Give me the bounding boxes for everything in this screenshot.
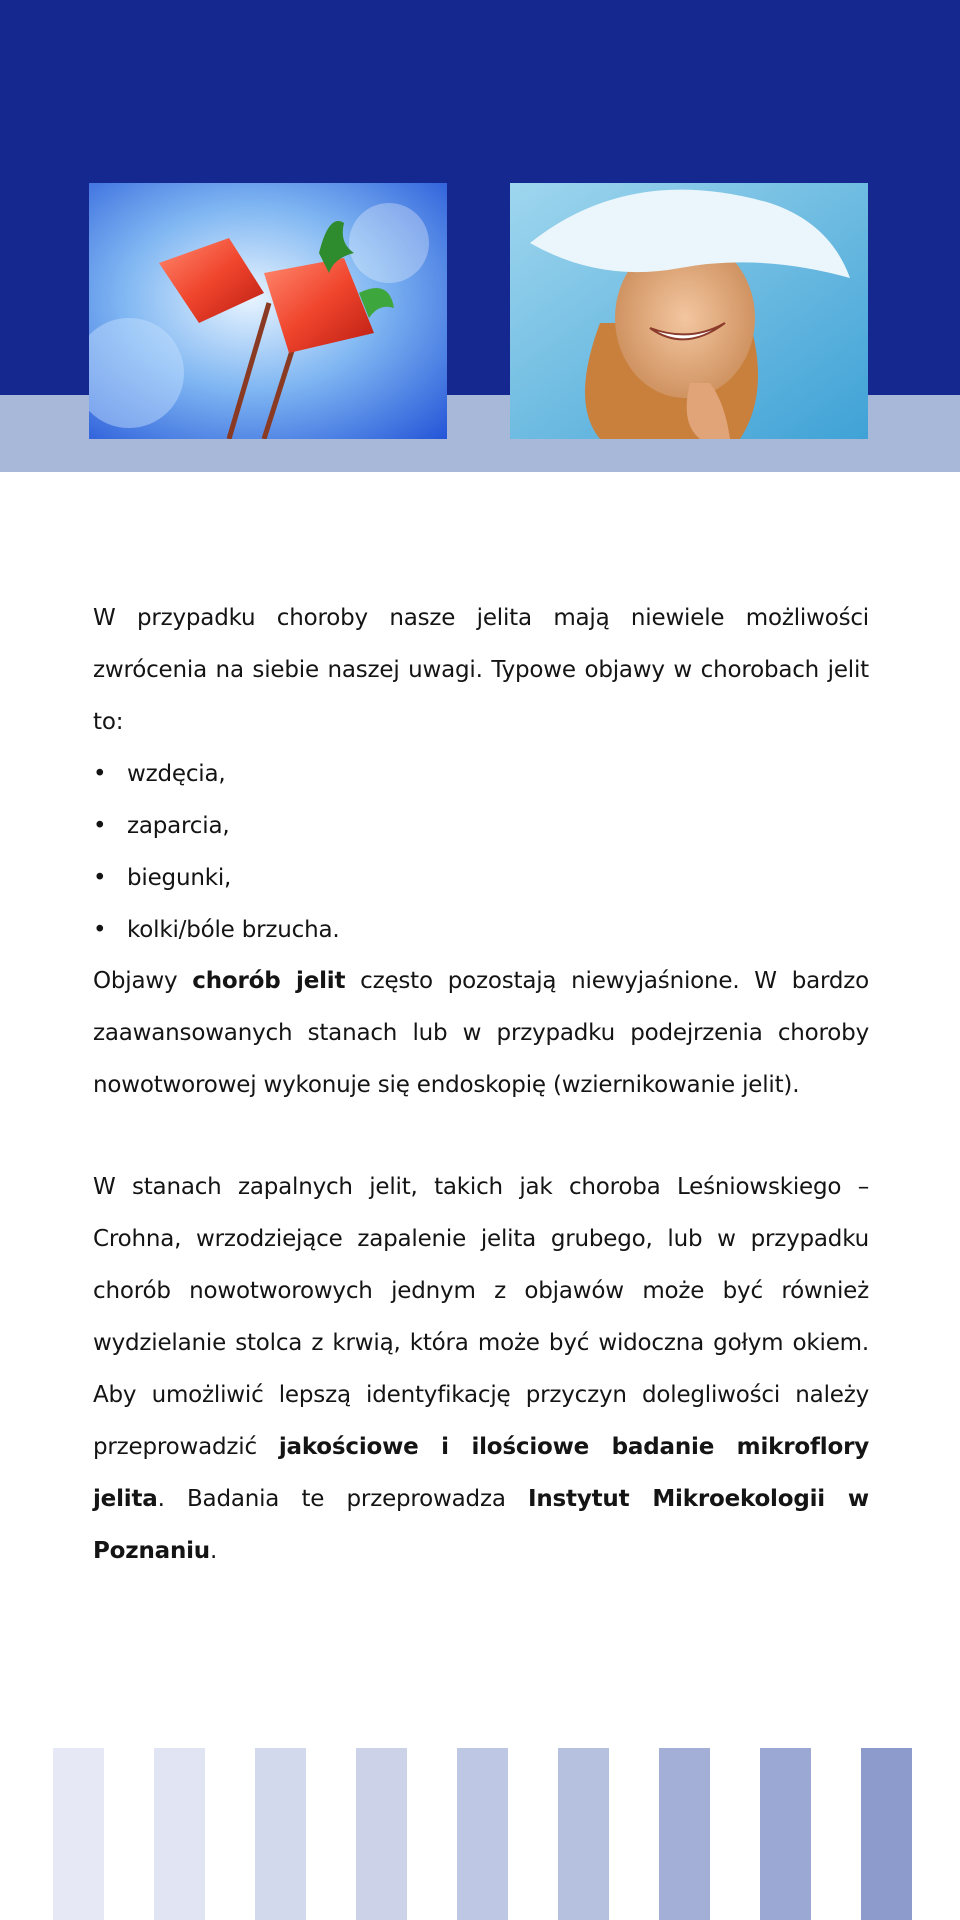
list-item: • zaparcia,	[93, 800, 869, 852]
text-span: W stanach zapalnych jelit, takich jak choroba Leśniowskiego – Crohna, wrzodziejące zapalenie jelita grubego, lub w przypadku chorób nowotworowych jednym z objawów może być również wydzielanie stolca z krwią, która może być widoczna gołym okiem. Aby umożliwić lepszą identyfikację przyczyn dolegliwości należy przeprowadzić	[93, 1174, 869, 1460]
stripe	[659, 1748, 710, 1920]
stripe	[255, 1748, 306, 1920]
list-item: • kolki/bóle brzucha.	[93, 904, 869, 956]
list-item: • wzdęcia,	[93, 748, 869, 800]
institute-name: Instytut Mikroekologii w Poznaniu	[93, 1486, 869, 1564]
symptoms-list	[93, 748, 869, 956]
text-span: .	[209, 1538, 218, 1564]
smiling-woman-photo	[510, 183, 868, 439]
text-span: często pozostają niewyjaśnione. W bardzo zaawansowanych stanach lub w przypadku podejrzenia choroby nowotworowej wykonuje się endoskopię (wziernikowanie jelit).	[93, 968, 869, 1098]
endoscopy-paragraph	[93, 955, 869, 1111]
stripe	[558, 1748, 609, 1920]
stripe	[356, 1748, 407, 1920]
tomato-cubes-photo	[89, 183, 447, 439]
list-item: • biegunki,	[93, 852, 869, 904]
intro-paragraph: W przypadku choroby nasze jelita mają niewiele możliwości zwrócenia na siebie naszej uwagi. Typowe objawy w chorobach jelit to:	[93, 605, 869, 735]
stripe	[760, 1748, 811, 1920]
stripe	[53, 1748, 104, 1920]
intro-section	[93, 592, 869, 956]
endoscopy-section	[93, 955, 869, 1111]
stripe	[861, 1748, 912, 1920]
stripe	[457, 1748, 508, 1920]
stripe	[154, 1748, 205, 1920]
bold-term: chorób jelit	[192, 968, 346, 994]
text-span: . Badania te przeprowadza	[157, 1486, 528, 1512]
inflammation-section	[93, 1161, 869, 1577]
text-span: Objawy	[93, 968, 193, 994]
inflammation-paragraph	[93, 1161, 869, 1577]
bold-term: jakościowe i ilościowe badanie mikroflory jelita	[93, 1434, 869, 1512]
